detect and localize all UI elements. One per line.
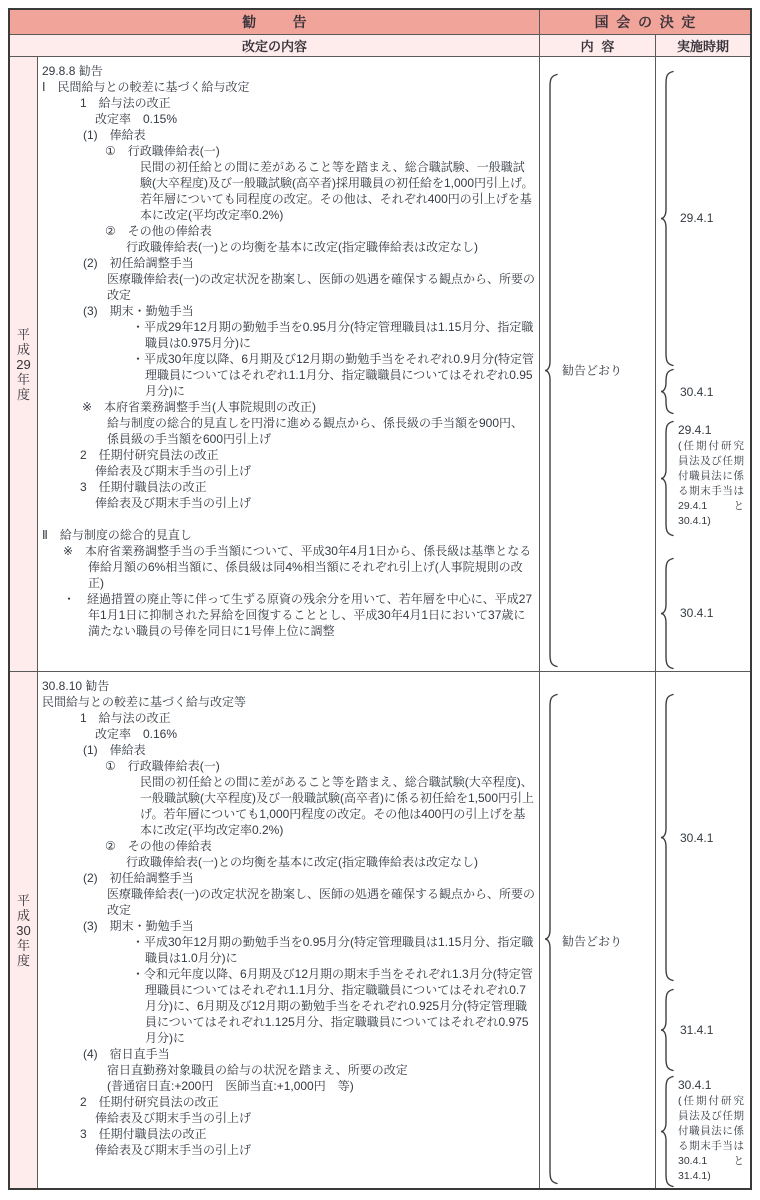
content-line: 29.8.8 勧告 (42, 64, 103, 78)
content-line: 民間の初任給との間に差があること等を踏まえ、総合職試験、一般職試験(大卒程度)及び一般職試験(高卒者)採用職員の初任給を1,000円引上げ。若年層についても同程度の改定。その他は、それぞれ400円の引上げを基本に改定(平均改定率0.2%) (140, 160, 534, 222)
timing-brace-icon (660, 70, 676, 367)
timing-cell-h29 (656, 57, 750, 672)
content-line: 1 給与法の改正 (80, 96, 171, 110)
timing-brace-icon (660, 368, 676, 415)
timing-label: 29.4.1 (678, 423, 712, 437)
content-line: ※ 本府省業務調整手当(人事院規則の改正) (82, 400, 317, 414)
year-label-h29: 平 成 29 年 度 (16, 326, 31, 402)
content-line: 俸給表及び期末手当の引上げ (95, 496, 252, 510)
content-line: 改定率 0.16% (95, 727, 178, 741)
timing-note: (任期付研究員法及び任期付職員法に係る期末手当は30.4.1と31.4.1) (678, 1095, 744, 1182)
timing-brace-icon (660, 988, 676, 1072)
content-line: ① 行政職俸給表(一) (105, 759, 220, 773)
content-line: (普通宿日直:+200円 医師当直:+1,000円 等) (107, 1079, 354, 1093)
timing-brace-icon (660, 557, 676, 670)
content-line: 民間給与との較差に基づく給与改定等 (42, 695, 247, 709)
content-cell-h30 (38, 672, 540, 1188)
content-line: (3) 期末・勤勉手当 (83, 919, 194, 933)
content-line: 改定率 0.15% (95, 112, 178, 126)
decision-cell-h29 (540, 57, 656, 672)
year-cell-h29 (10, 57, 38, 672)
content-line: 2 任期付研究員法の改正 (80, 1095, 219, 1109)
content-line: 3 任期付職員法の改正 (80, 480, 207, 494)
timing-label: 30.4.1 (680, 606, 714, 620)
content-line: 医療職俸給表(一)の改定状況を勘案し、医師の処遇を確保する観点から、所要の改定 (107, 887, 535, 917)
header-naiyo (540, 35, 656, 57)
content-line: ※ 本府省業務調整手当の手当額について、平成30年4月1日から、係長級は基準となる俸給月額の6%相当額に、係員級は同4%相当額にそれぞれ引上げ(人事院規則の改正) (63, 544, 532, 590)
content-line: (2) 初任給調整手当 (83, 256, 194, 270)
content-line: 医療職俸給表(一)の改定状況を勘案し、医師の処遇を確保する観点から、所要の改定 (107, 272, 535, 302)
header-kaitei-naiyo (10, 35, 540, 57)
timing-label-block (678, 1078, 746, 1184)
timing-brace-icon (660, 1075, 676, 1188)
content-line: ② その他の俸給表 (105, 839, 212, 853)
content-line: 給与制度の総合的見直しを円滑に進める観点から、係長級の手当額を900円、係員級の手当額を600円引上げ (107, 416, 524, 446)
timing-label: 30.4.1 (678, 1078, 712, 1092)
content-line: 行政職俸給表(一)との均衡を基本に改定(指定職俸給表は改定なし) (126, 240, 478, 254)
timing-label: 29.4.1 (680, 211, 714, 225)
content-lines-h29 (38, 63, 539, 639)
content-line: ・平成30年12月期の勤勉手当を0.95月分(特定管理職員は1.15月分、指定職職員は1.0月分)に (132, 935, 534, 965)
timing-cell-h30 (656, 672, 750, 1188)
content-line: 行政職俸給表(一)との均衡を基本に改定(指定職俸給表は改定なし) (126, 855, 478, 869)
decision-brace-icon (544, 693, 560, 1185)
content-cell-h29 (38, 57, 540, 672)
content-line: 3 任期付職員法の改正 (80, 1127, 207, 1141)
content-line: 俸給表及び期末手当の引上げ (95, 1143, 252, 1157)
content-line: ① 行政職俸給表(一) (105, 144, 220, 158)
content-line: ・平成29年12月期の勤勉手当を0.95月分(特定管理職員は1.15月分、指定職職員は0.975月分)に (132, 320, 534, 350)
content-line: ・ 経過措置の廃止等に伴って生ずる原資の残余分を用いて、若年層を中心に、平成27年1月1日に抑制された昇給を回復することとし、平成30年4月1日において37歳に満たない職員の号俸を同日に1号俸上位に調整 (63, 592, 533, 638)
header-jisshi-jiki (656, 35, 750, 57)
content-line: (1) 俸給表 (83, 128, 146, 142)
year-label-h30: 平 成 30 年 度 (16, 892, 31, 968)
content-line: 民間の初任給との間に差があること等を踏まえ、総合職試験(大卒程度)、一般職試験(大卒程度)及び一般職試験(高卒者)に係る初任給を1,500円引上げ。若年層についても1,000円程度の改定。その他は400円の引上げを基本に改定(平均改定率0.2%) (140, 775, 535, 837)
header-kokkai-decision (540, 10, 750, 35)
content-line: (1) 俸給表 (83, 743, 146, 757)
header-naiyo-label: 内容 (580, 39, 623, 54)
decision-label-h30: 勧告どおり (562, 934, 623, 949)
timing-note: (任期付研究員法及び任期付職員法に係る期末手当は29.4.1と30.4.1) (678, 440, 744, 527)
salary-recommendation-table (8, 8, 752, 1190)
content-line: (2) 初任給調整手当 (83, 871, 194, 885)
content-line: 1 給与法の改正 (80, 711, 171, 725)
decision-brace-icon (544, 73, 560, 668)
decision-cell-h30 (540, 672, 656, 1188)
content-line: ・令和元年度以降、6月期及び12月期の期末手当をそれぞれ1.3月分(特定管理職員についてはそれぞれ1.1月分、指定職職員についてはそれぞれ0.7月分)に、6月期及び12月期の勤勉手当をそれぞれ0.925月分(特定管理職員についてはそれぞれ1.125月分、指定職職員についてはそれぞれ0.975月分)に (132, 967, 533, 1045)
timing-label: 31.4.1 (680, 1023, 714, 1037)
header-kokkai-label: 国会の決定 (594, 14, 704, 30)
timing-label: 30.4.1 (680, 385, 714, 399)
content-line: (4) 宿日直手当 (83, 1047, 170, 1061)
decision-label-h29: 勧告どおり (562, 363, 623, 378)
content-line: Ⅰ 民間給与との較差に基づく給与改定 (42, 80, 250, 94)
content-line: 30.8.10 勧告 (42, 679, 110, 693)
content-line: ② その他の俸給表 (105, 224, 212, 238)
content-lines-h30 (38, 678, 539, 1158)
content-line: 2 任期付研究員法の改正 (80, 448, 219, 462)
timing-label: 30.4.1 (680, 831, 714, 845)
header-kaitei-naiyo-label: 改定の内容 (241, 39, 307, 54)
content-line: Ⅱ 給与制度の総合的見直し (42, 528, 192, 542)
timing-label-block (678, 423, 746, 529)
content-line: 俸給表及び期末手当の引上げ (95, 1111, 252, 1125)
timing-brace-icon (660, 420, 676, 537)
header-kankoku-label: 勧告 (242, 14, 344, 30)
year-cell-h30 (10, 672, 38, 1188)
content-line: 宿日直勤務対象職員の給与の状況を踏まえ、所要の改定 (107, 1063, 408, 1077)
content-line (38, 511, 539, 527)
timing-brace-icon (660, 693, 676, 982)
content-line: (3) 期末・勤勉手当 (83, 304, 194, 318)
header-jisshi-jiki-label: 実施時期 (676, 39, 729, 54)
content-line: 俸給表及び期末手当の引上げ (95, 464, 252, 478)
content-line: ・平成30年度以降、6月期及び12月期の勤勉手当をそれぞれ0.9月分(特定管理職員についてはそれぞれ1.1月分、指定職職員についてはそれぞれ0.95月分)に (132, 352, 535, 398)
header-kankoku (10, 10, 540, 35)
